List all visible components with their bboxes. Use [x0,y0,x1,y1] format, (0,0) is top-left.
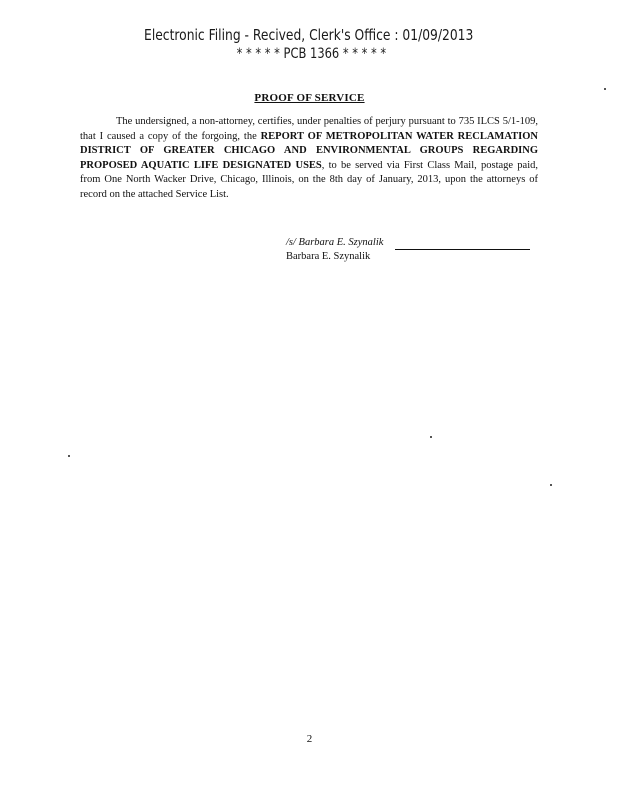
page-number: 2 [306,733,313,745]
certification-text-rest: , to be served via First Class Mail, postage paid, from One North Wacker Drive, Chicago, Illinois, on the 8th day of January, 2013, upon the attorneys of record on the attached Service List. [80,159,538,200]
signature-rule [395,238,530,250]
signature-block [286,236,530,265]
certification-text-intro: The undersigned, a non-attorney, certifies, under penalties of perjury pursuant to 735 ILCS 5/1-109, that I caused a copy of the forgoing, the [80,116,538,142]
scan-speck [430,436,432,438]
scan-speck [604,88,606,90]
report-title-bold: REPORT OF METROPOLITAN WATER RECLAMATION DISTRICT OF GREATER CHICAGO AND ENVIRONMENTAL GROUPS REGARDING PROPOSED AQUATIC LIFE DESIGNATED USES [80,130,538,171]
signer-name: Barbara E. Szynalik [286,251,371,263]
filing-stamp-line: Electronic Filing - Recived, Clerk's Office : 01/09/2013 [144,26,474,44]
electronic-signature: /s/ Barbara E. Szynalik [286,237,384,248]
scan-speck [68,455,70,457]
document-title: PROOF OF SERVICE [254,92,365,104]
signature-line [286,236,530,250]
certification-paragraph [80,115,538,203]
case-number-stamp: * * * * * PCB 1366 * * * * * [236,46,387,62]
scan-speck [550,484,552,486]
